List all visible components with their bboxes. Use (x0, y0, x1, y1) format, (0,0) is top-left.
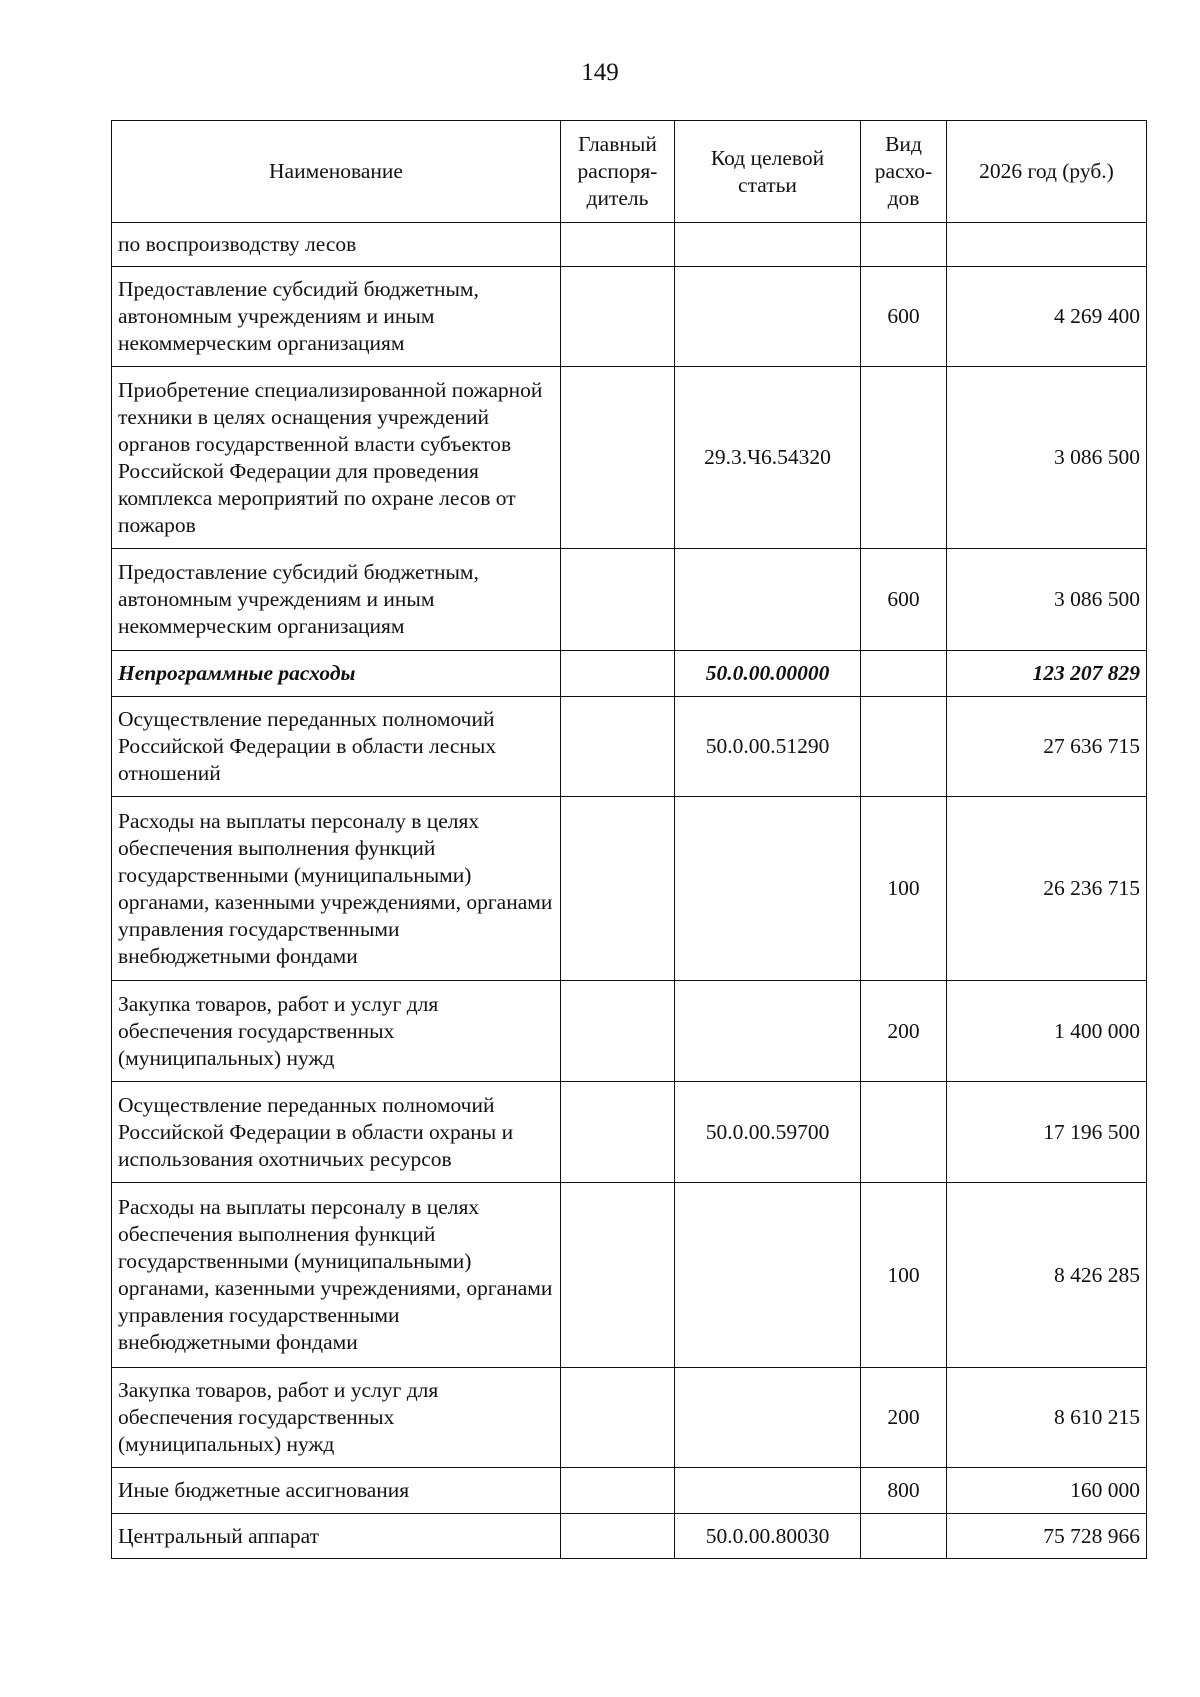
row-sum: 17 196 500 (947, 1082, 1147, 1183)
row-kind (861, 367, 947, 549)
page-number: 149 (581, 59, 619, 86)
row-code: 29.3.Ч6.54320 (675, 367, 861, 549)
table-row (112, 267, 1147, 367)
row-name: Иные бюджетные ассигнования (112, 1468, 561, 1514)
row-sum: 1 400 000 (947, 981, 1147, 1082)
row-code (675, 1368, 861, 1468)
row-manager (561, 1468, 675, 1514)
table-row (112, 223, 1147, 267)
budget-table (111, 120, 1147, 1559)
header-sum: 2026 год (руб.) (947, 121, 1147, 223)
row-name: Расходы на выплаты персоналу в целях обеспечения выполнения функций государственными (муниципальными) органами, казенными учреждениями, органами управления государственными внебюджетными фондами (112, 1183, 561, 1368)
row-manager (561, 223, 675, 267)
row-sum: 4 269 400 (947, 267, 1147, 367)
row-kind (861, 651, 947, 697)
row-kind: 200 (861, 1368, 947, 1468)
header-name: Наименование (112, 121, 561, 223)
row-name: Осуществление переданных полномочий Российской Федерации в области охраны и использования охотничьих ресурсов (112, 1082, 561, 1183)
row-kind: 600 (861, 267, 947, 367)
row-code (675, 549, 861, 651)
row-sum (947, 223, 1147, 267)
row-kind: 100 (861, 797, 947, 981)
header-manager: Главный распоря-дитель (561, 121, 675, 223)
row-sum: 8 426 285 (947, 1183, 1147, 1368)
row-name: Предоставление субсидий бюджетным, автономным учреждениям и иным некоммерческим организациям (112, 549, 561, 651)
row-name: Предоставление субсидий бюджетным, автономным учреждениям и иным некоммерческим организациям (112, 267, 561, 367)
table-row (112, 367, 1147, 549)
row-sum: 3 086 500 (947, 549, 1147, 651)
table-row (112, 549, 1147, 651)
row-code (675, 223, 861, 267)
table-row (112, 1468, 1147, 1514)
row-manager (561, 651, 675, 697)
row-sum: 123 207 829 (947, 651, 1147, 697)
row-kind: 600 (861, 549, 947, 651)
row-name: по воспроизводству лесов (112, 223, 561, 267)
table-row (112, 981, 1147, 1082)
row-sum: 3 086 500 (947, 367, 1147, 549)
row-name: Приобретение специализированной пожарной техники в целях оснащения учреждений органов государственной власти субъектов Российской Федерации для проведения комплекса мероприятий по охране лесов от пожаров (112, 367, 561, 549)
row-manager (561, 1082, 675, 1183)
row-sum: 8 610 215 (947, 1368, 1147, 1468)
table-row (112, 1183, 1147, 1368)
row-kind: 800 (861, 1468, 947, 1514)
row-name: Закупка товаров, работ и услуг для обеспечения государственных (муниципальных) нужд (112, 981, 561, 1082)
row-name: Закупка товаров, работ и услуг для обеспечения государственных (муниципальных) нужд (112, 1368, 561, 1468)
row-code: 50.0.00.51290 (675, 697, 861, 797)
row-kind: 100 (861, 1183, 947, 1368)
table-row (112, 1368, 1147, 1468)
table-row (112, 1514, 1147, 1559)
row-manager (561, 1514, 675, 1559)
row-code (675, 797, 861, 981)
row-code: 50.0.00.59700 (675, 1082, 861, 1183)
table-header-row (112, 121, 1147, 223)
table-row (112, 1082, 1147, 1183)
row-kind (861, 223, 947, 267)
header-kind: Вид расхо-дов (861, 121, 947, 223)
row-manager (561, 267, 675, 367)
row-name: Непрограммные расходы (112, 651, 561, 697)
table-row (112, 651, 1147, 697)
row-name: Осуществление переданных полномочий Российской Федерации в области лесных отношений (112, 697, 561, 797)
row-kind (861, 1082, 947, 1183)
row-kind (861, 697, 947, 797)
row-kind (861, 1514, 947, 1559)
row-code (675, 1183, 861, 1368)
row-manager (561, 1183, 675, 1368)
row-kind: 200 (861, 981, 947, 1082)
header-code: Код целевой статьи (675, 121, 861, 223)
row-manager (561, 697, 675, 797)
table-row (112, 797, 1147, 981)
row-manager (561, 797, 675, 981)
row-sum: 75 728 966 (947, 1514, 1147, 1559)
row-code (675, 981, 861, 1082)
row-code (675, 1468, 861, 1514)
row-sum: 27 636 715 (947, 697, 1147, 797)
row-name: Центральный аппарат (112, 1514, 561, 1559)
table-row (112, 697, 1147, 797)
row-manager (561, 367, 675, 549)
row-name: Расходы на выплаты персоналу в целях обеспечения выполнения функций государственными (муниципальными) органами, казенными учреждениями, органами управления государственными внебюджетными фондами (112, 797, 561, 981)
row-code: 50.0.00.80030 (675, 1514, 861, 1559)
row-manager (561, 981, 675, 1082)
row-sum: 160 000 (947, 1468, 1147, 1514)
row-sum: 26 236 715 (947, 797, 1147, 981)
row-code: 50.0.00.00000 (675, 651, 861, 697)
row-code (675, 267, 861, 367)
row-manager (561, 549, 675, 651)
row-manager (561, 1368, 675, 1468)
